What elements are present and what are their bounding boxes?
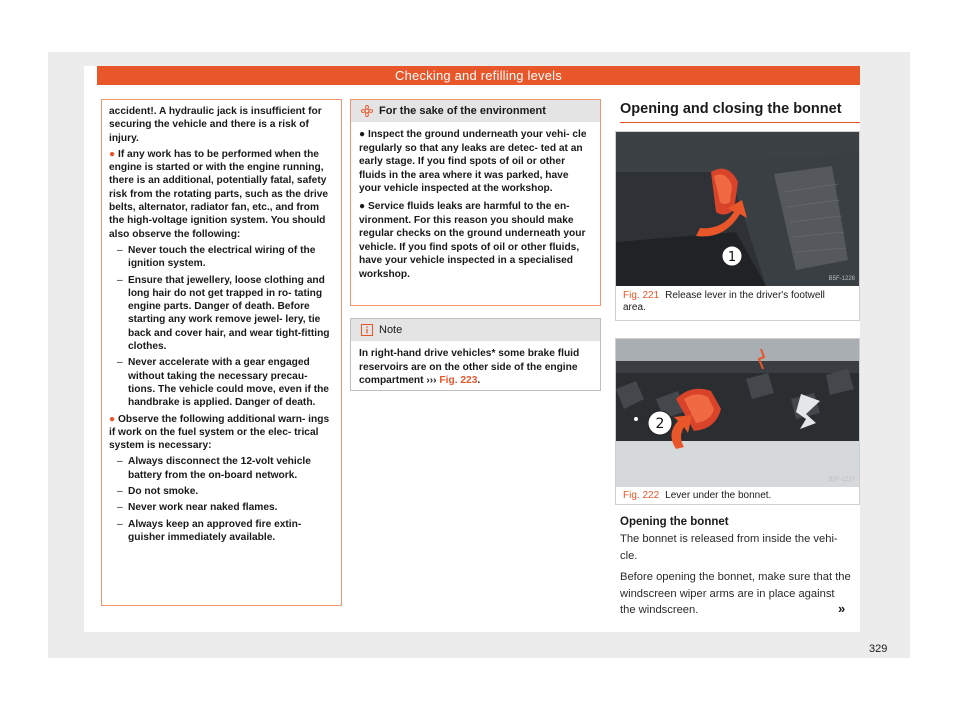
environment-item xyxy=(359,200,592,282)
warning-intro: accident!. A hydraulic jack is insufficient for securing the vehicle and there is a risk of injury. xyxy=(109,106,322,144)
warning-subitem: – Never accelerate with a gear engaged without taking the necessary precau- tions. The vehicle could move, even if the handbrake is applied. Danger of death. xyxy=(109,356,334,409)
figure-221 xyxy=(615,131,860,321)
paragraph: The bonnet is released from inside the vehi- cle. xyxy=(620,533,838,562)
bullet-icon: ● xyxy=(109,413,116,425)
info-icon xyxy=(361,324,373,336)
warning-subitem: – Never work near naked flames. xyxy=(109,501,334,514)
bullet-icon: ● xyxy=(109,148,116,160)
environment-item xyxy=(359,128,592,196)
body-text xyxy=(620,531,852,624)
figure-reference-link[interactable]: Fig. 223 xyxy=(439,375,478,387)
note-text: In right-hand drive vehicles* some brake fluid reservoirs are on the other side of the engine compartment xyxy=(359,348,580,387)
warning-bullet xyxy=(109,148,334,241)
bonnet-lever-photo xyxy=(616,339,859,487)
bullet-icon: ● xyxy=(359,200,366,212)
note-title: Note xyxy=(379,324,403,336)
warning-bullet-text: Observe the following additional warn- ings if work on the fuel system or the elec- trical system is necessary: xyxy=(109,413,330,452)
subheading: Opening the bonnet xyxy=(620,516,729,528)
figure-number: Fig. 221 xyxy=(623,290,660,301)
warning-box xyxy=(101,99,342,606)
figure-222 xyxy=(615,338,860,505)
note-box xyxy=(350,318,601,391)
paragraph: Before opening the bonnet, make sure that the windscreen wiper arms are in place against the windscreen. xyxy=(620,571,851,616)
environment-leaf-icon xyxy=(361,105,373,117)
warning-subitem: – Do not smoke. xyxy=(109,485,334,498)
callout-1: 1 xyxy=(727,250,737,265)
note-arrows: ››› xyxy=(426,375,437,387)
callout-2: 2 xyxy=(655,416,665,432)
figure-caption xyxy=(623,490,771,502)
bullet-icon: ● xyxy=(359,129,366,140)
page-number: 329 xyxy=(869,643,888,655)
warning-bullet-text: If any work has to be performed when the engine is started or with the engine running, there is an additional, potentially fatal, safety risk from the rotating parts, such as the drive belts, alternator, radiator fan, etc., and from the high-voltage ignition system. You should also observe the following: xyxy=(109,148,329,240)
environment-item-text: Inspect the ground underneath your vehi- cle regularly so that any leaks are detec- ted at an early stage. If you find spots of oil or other fluids in the area where it was parked, have your vehicle inspected at the workshop. xyxy=(359,129,587,195)
environment-box xyxy=(350,99,601,306)
figure-caption xyxy=(623,290,849,314)
figure-caption-text: Lever under the bonnet. xyxy=(665,490,772,501)
note-header xyxy=(351,319,600,341)
warning-subitem: – Ensure that jewellery, loose clothing and long hair do not get trapped in ro- tating engine parts. Danger of death. Before starting any work remove jewel- lery, tie back and cover hair, and wear tight-fitting clothes. xyxy=(109,274,334,354)
environment-title: For the sake of the environment xyxy=(379,105,546,117)
warning-subitem: – Always keep an approved fire extin- guisher immediately available. xyxy=(109,518,334,545)
warning-subitem: – Always disconnect the 12-volt vehicle battery from the on-board network. xyxy=(109,455,334,482)
environment-item-text: Service fluids leaks are harmful to the en- vironment. For this reason you should make regular checks on the ground underneath your vehicle. If you find spots of oil or other fluids, have your vehicle inspected in a specialised workshop. xyxy=(359,200,586,280)
section-divider xyxy=(620,122,860,123)
warning-bullet xyxy=(109,413,334,453)
note-end: . xyxy=(477,375,481,387)
chapter-header: Checking and refilling levels xyxy=(97,66,860,85)
warning-subitem: – Never touch the electrical wiring of the ignition system. xyxy=(109,244,334,271)
image-code: B5F-1226 xyxy=(828,276,855,282)
continued-icon: » xyxy=(838,601,846,616)
footwell-lever-photo xyxy=(616,132,859,286)
figure-number: Fig. 222 xyxy=(623,490,660,501)
section-title: Opening and closing the bonnet xyxy=(620,101,842,117)
figure-caption-text: Release lever in the driver's footwell area. xyxy=(623,290,825,313)
environment-header xyxy=(351,100,600,122)
image-code: B5F-1227 xyxy=(828,477,855,483)
